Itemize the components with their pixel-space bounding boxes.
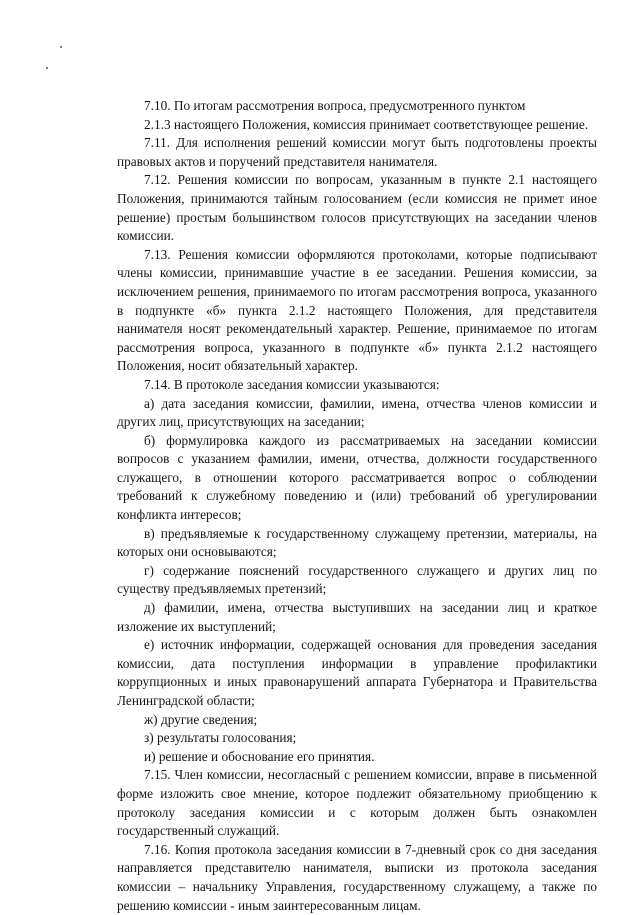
list-item-d: д) фамилии, имена, отчества выступивших на заседании лиц и краткое изложение их выступлений; [117,600,597,634]
paragraph-7-11: 7.11. Для исполнения решений комиссии могут быть подготовлены проекты правовых актов и поручений представителя нанимателя. [117,135,597,169]
list-item-v: в) предъявляемые к государственному служащему претензии, материалы, на которых они основываются; [117,525,597,560]
paragraph-7-10: 7.10. По итогам рассмотрения вопроса, предусмотренного пунктом [144,98,526,113]
paragraph-7-16: 7.16. Копия протокола заседания комиссии в 7-дневный срок со дня заседания направляется представителю нанимателя, выписки из протокола заседания комиссии – начальнику Управления, государственному служащему, а также по решению комиссии - иным заинтересованным лицам. [117,841,597,913]
list-item-e: е) источник информации, содержащей основания для проведения заседания комиссии, дата поступления информации в управление профилактики коррупционных и иных правонарушений аппарата Губернатора и Правительства Ленинградской области; [117,637,597,708]
list-item-g: г) содержание пояснений государственного служащего и других лиц по существу предъявляемых претензий; [117,562,597,597]
list-item-i: и) решение и обоснование его принятия. [144,748,375,764]
paragraph-7-12: 7.12. Решения комиссии по вопросам, указанным в пункте 2.1 настоящего Положения, принимаются тайным голосованием (если комиссия не примет иное решение) простым большинством голосов присутствующих на заседании членов комиссии. [117,172,597,244]
list-item-b: б) формулировка каждого из рассматриваемых на заседании комиссии вопросов с указанием фамилии, имени, отчества, должности государственного служащего, в отношении которого рассматривается вопрос о соблюдении требований к служебному поведению и (или) требований об урегулировании конфликта интересов; [117,432,597,523]
paragraph-7-10-continued: 2.1.3 настоящего Положения, комиссия принимает соответствующее решение. [144,116,589,132]
paragraph-7-13: 7.13. Решения комиссии оформляются протоколами, которые подписывают члены комиссии, принимавшие участие в ее заседании. Решения комиссии, за исключением решения, принимаемого по итогам рассмотрения вопроса, указанного в подпункте «б» пункта 2.1.2 настоящего Положения, для представителя нанимателя носят рекомендательный характер. Решение, принимаемое по итогам рассмотрения вопроса, указанного в подпункте «б» пункта 2.1.2 настоящего Положения, носит обязательный характер. [117,246,597,374]
scan-speck [46,67,48,69]
document-body [117,97,597,915]
paragraph-7-15: 7.15. Член комиссии, несогласный с решением комиссии, вправе в письменной форме изложить свое мнение, которое подлежит обязательному приобщению к протоколу заседания комиссии и с которым должен быть ознакомлен государственный служащий. [117,767,597,839]
list-item-zh: ж) другие сведения; [144,711,258,727]
list-item-z: з) результаты голосования; [144,730,297,746]
paragraph-7-14: 7.14. В протоколе заседания комиссии указываются: [144,376,440,392]
list-item-a: а) дата заседания комиссии, фамилии, имена, отчества членов комиссии и других лиц, присутствующих на заседании; [117,395,597,430]
scan-speck [60,46,62,48]
